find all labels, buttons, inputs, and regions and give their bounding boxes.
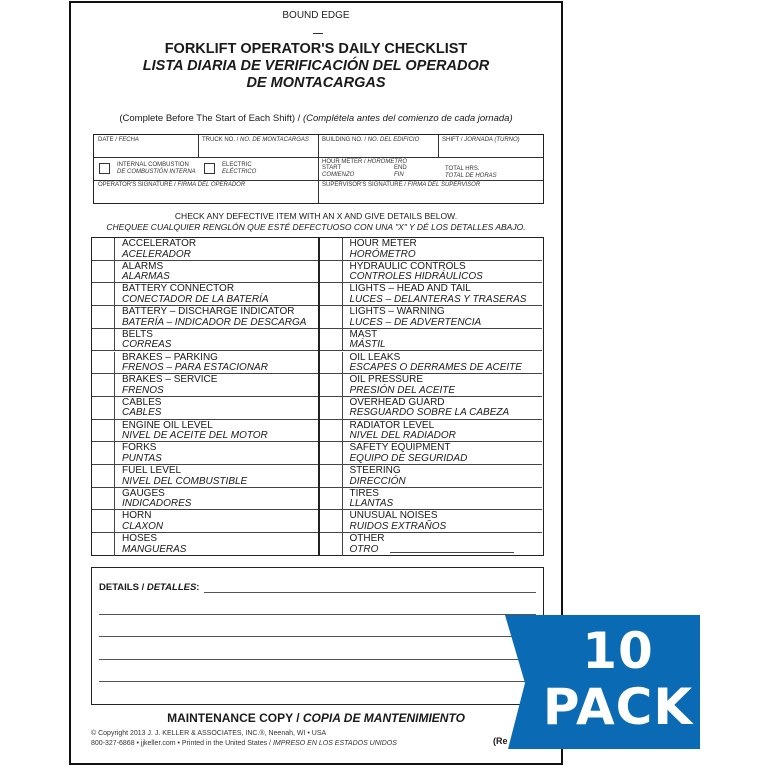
item-label-es: OTRO — [349, 543, 379, 555]
operator-sig-label: OPERATOR'S SIGNATURE / — [98, 182, 178, 188]
item-label-es: EQUIPO DE SEGURIDAD — [349, 452, 468, 464]
checklist-item[interactable] — [320, 329, 543, 352]
checklist-item[interactable] — [320, 374, 543, 397]
item-label-es: ACELERADOR — [122, 248, 191, 260]
copy-type-es: COPIA DE MANTENIMIENTO — [302, 711, 465, 725]
item-label-en: OVERHEAD GUARD — [349, 396, 445, 408]
item-label-en: MAST — [349, 328, 378, 340]
checklist-item-label — [350, 262, 483, 283]
hour-meter-label-es: HORÓMETRO — [367, 159, 408, 165]
defect-checkbox[interactable] — [92, 397, 115, 419]
defect-checkbox[interactable] — [320, 261, 343, 283]
checklist-item-label — [350, 307, 482, 328]
item-label-en: FORKS — [122, 442, 157, 454]
checklist-item-label — [122, 511, 163, 532]
item-label-en: OIL PRESSURE — [349, 374, 424, 386]
item-label-es: DIRECCIÓN — [349, 475, 406, 487]
instructions — [71, 211, 561, 233]
electric-label-en: ELECTRIC — [222, 162, 252, 168]
checklist-item[interactable] — [320, 397, 543, 420]
checklist-item[interactable] — [92, 397, 318, 420]
other-write-in-line[interactable] — [390, 552, 514, 553]
electric-label — [218, 160, 260, 178]
checklist-item-label — [122, 489, 191, 510]
internal-combustion-checkbox[interactable] — [99, 163, 110, 174]
end-label-en: END — [394, 165, 407, 171]
defect-checkbox[interactable] — [92, 261, 115, 283]
instructions-english: CHECK ANY DEFECTIVE ITEM WITH AN X AND GIVE DETAILS BELOW. — [174, 211, 458, 221]
item-label-es: INDICADORES — [122, 498, 192, 510]
item-label-es: CONTROLES HIDRÁULICOS — [349, 271, 483, 283]
defect-checkbox[interactable] — [320, 488, 343, 510]
building-number-field[interactable] — [318, 135, 438, 157]
printed-in-es: IMPRESO EN LOS ESTADOS UNIDOS — [272, 739, 397, 747]
copyright-notice — [91, 729, 397, 748]
defect-checkbox[interactable] — [92, 374, 115, 396]
checklist-item[interactable] — [92, 261, 318, 284]
defect-checkbox[interactable] — [92, 329, 115, 351]
details-line-1[interactable] — [204, 592, 536, 593]
electric-checkbox[interactable] — [204, 163, 215, 174]
subtitle-spanish: (Complételа antes del comienzo de cada jornada) — [302, 113, 513, 124]
electric-label-es: ELÉCTRICO — [222, 169, 257, 175]
checklist-item-label — [350, 398, 510, 419]
item-label-en: OIL LEAKS — [349, 351, 401, 363]
hour-meter-field[interactable] — [318, 157, 543, 180]
item-label-es: ESCAPES O DERRAMES DE ACEITE — [349, 362, 522, 373]
checklist-item[interactable] — [92, 533, 318, 556]
operator-sig-label-es: FIRMA DEL OPERADOR — [177, 182, 246, 188]
item-label-es: CORREAS — [122, 339, 172, 351]
item-label-es: LLANTAS — [349, 498, 394, 510]
item-label-en: BATTERY – DISCHARGE INDICATOR — [122, 306, 295, 318]
checklist-item-label — [350, 375, 456, 396]
checklist-item-label — [122, 534, 186, 555]
item-label-en: LIGHTS – WARNING — [349, 306, 445, 318]
checklist-item[interactable] — [92, 510, 318, 533]
defect-checkbox[interactable] — [320, 238, 343, 260]
item-label-en: GAUGES — [122, 487, 165, 499]
checklist-item[interactable] — [92, 442, 318, 465]
checklist-item-label — [350, 466, 406, 487]
copy-type-label — [71, 711, 561, 725]
defect-checkbox[interactable] — [92, 533, 115, 556]
checklist-item[interactable] — [320, 488, 543, 511]
item-label-es: NIVEL DEL COMBUSTIBLE — [122, 475, 248, 487]
checklist-item[interactable] — [92, 283, 318, 306]
checklist-item[interactable] — [320, 442, 543, 465]
internal-combustion-label — [113, 160, 200, 178]
defect-checkbox[interactable] — [320, 283, 343, 305]
item-label-es: CONECTADOR DE LA BATERÍA — [122, 293, 269, 305]
details-line-4[interactable] — [99, 659, 536, 660]
shift-label-es: JORNADA (TURNO) — [464, 137, 520, 143]
defect-checkbox[interactable] — [92, 442, 115, 464]
defect-checkbox[interactable] — [92, 238, 115, 260]
hour-meter-label: HOUR METER / — [322, 159, 368, 165]
checklist-item-label — [122, 239, 196, 260]
item-label-es: MÁSTIL — [349, 339, 386, 351]
item-label-es: ALARMAS — [122, 271, 170, 283]
item-label-es: FRENOS – PARA ESTACIONAR — [122, 362, 268, 373]
checklist-item-label — [122, 421, 268, 442]
contact-line: 800-327-6868 • jjkeller.com • Printed in the United States / — [91, 739, 273, 747]
item-label-es: FRENOS — [122, 384, 164, 396]
end-label-es: FIN — [394, 171, 404, 178]
item-label-es: LUCES – DE ADVERTENCIA — [349, 316, 482, 328]
checklist-item[interactable] — [320, 533, 543, 556]
checklist-item-label — [122, 353, 268, 374]
bound-edge-label: BOUND EDGE — [282, 10, 350, 21]
item-label-es: PUNTAS — [122, 452, 162, 464]
details-label-en: DETAILS / — [99, 582, 147, 593]
defect-checkbox[interactable] — [92, 283, 115, 305]
item-label-es: PRESIÓN DEL ACEITE — [349, 384, 456, 396]
item-label-en: CABLES — [122, 396, 162, 408]
defect-checkbox[interactable] — [92, 352, 115, 374]
bound-edge-mark — [313, 33, 323, 34]
item-label-en: HOSES — [122, 533, 158, 545]
item-label-es: MANGUERAS — [122, 543, 187, 555]
item-label-es: NIVEL DE ACEITE DEL MOTOR — [122, 430, 268, 442]
revision-label: (Re — [493, 736, 508, 746]
form-title — [71, 41, 561, 92]
checklist-item[interactable] — [320, 238, 543, 261]
item-label-es: NIVEL DEL RADIADOR — [349, 430, 456, 442]
ic-label-es: DE COMBUSTIÓN INTERNA — [117, 169, 196, 175]
subtitle-english: (Complete Before The Start of Each Shift) / — [119, 113, 303, 124]
details-line-3[interactable] — [99, 636, 536, 637]
checklist-item-label — [122, 307, 306, 328]
checklist-item[interactable] — [320, 283, 543, 306]
supervisor-sig-label-es: FIRMA DEL SUPERVISOR — [407, 182, 481, 188]
item-label-en: STEERING — [349, 465, 401, 476]
checklist-item-label — [122, 466, 247, 487]
banner-count: 10 — [582, 622, 654, 680]
defect-checkbox[interactable] — [320, 465, 343, 487]
item-label-en: HORN — [122, 510, 152, 522]
item-label-en: RADIATOR LEVEL — [349, 419, 435, 431]
checklist-item[interactable] — [92, 465, 318, 488]
shift-label: SHIFT / — [442, 137, 465, 143]
defect-checkbox[interactable] — [320, 510, 343, 532]
defect-checkbox[interactable] — [92, 488, 115, 510]
checklist-item[interactable] — [92, 329, 318, 352]
start-label-es: COMIENZO — [322, 171, 355, 178]
checklist-item-label — [350, 284, 527, 305]
checklist-item[interactable] — [92, 238, 318, 261]
defect-checkbox[interactable] — [92, 306, 115, 328]
info-grid — [93, 134, 544, 204]
defect-checkbox[interactable] — [320, 306, 343, 328]
checklist-item-label — [122, 375, 217, 396]
ten-pack-banner — [505, 615, 700, 749]
checklist-item[interactable] — [320, 510, 543, 533]
defect-checkbox[interactable] — [92, 510, 115, 532]
item-label-es: CABLES — [122, 407, 162, 419]
checklist-item-label — [122, 262, 170, 283]
date-field[interactable] — [94, 135, 198, 157]
checklist-item-label — [350, 421, 456, 442]
item-label-es: RUIDOS EXTRAÑOS — [349, 520, 447, 532]
checklist-item[interactable] — [92, 420, 318, 443]
banner-text — [533, 623, 703, 735]
checklist-item[interactable] — [92, 352, 318, 375]
item-label-en: TIRES — [349, 487, 379, 499]
date-label-es: FECHA — [118, 137, 139, 143]
item-label-en: LIGHTS – HEAD AND TAIL — [349, 283, 471, 295]
checklist-item-label — [350, 511, 447, 532]
defect-checkbox[interactable] — [320, 533, 343, 556]
start-label-en: START — [322, 165, 342, 171]
details-box — [91, 567, 544, 705]
building-label-es: NO. DEL EDIFICIO — [367, 137, 420, 143]
defect-checkbox[interactable] — [92, 465, 115, 487]
checklist-item[interactable] — [320, 420, 543, 443]
date-label: DATE / — [98, 137, 119, 143]
item-label-es: HORÓMETRO — [349, 248, 416, 260]
checklist-item-label — [350, 239, 417, 260]
defect-checkbox[interactable] — [320, 352, 343, 374]
checklist-item[interactable] — [320, 261, 543, 284]
banner-pack: PACK — [542, 678, 694, 736]
checklist-item-label — [122, 398, 161, 419]
operator-signature-field[interactable] — [94, 180, 318, 203]
details-line-5[interactable] — [99, 681, 536, 682]
checklist-item-label — [122, 443, 162, 464]
defect-checkbox[interactable] — [92, 420, 115, 442]
details-line-2[interactable] — [99, 614, 536, 615]
supervisor-signature-field[interactable] — [318, 180, 543, 203]
item-label-en: HOUR METER — [349, 238, 417, 249]
details-colon: : — [196, 582, 200, 593]
item-label-es: LUCES – DELANTERAS Y TRASERAS — [349, 293, 527, 305]
checklist-item[interactable] — [92, 374, 318, 397]
item-label-en: BRAKES – SERVICE — [122, 374, 218, 386]
checklist-item-label — [122, 330, 171, 351]
checklist-item-label — [350, 330, 386, 351]
checklist-item[interactable] — [92, 306, 318, 329]
item-label-en: OTHER — [349, 533, 385, 545]
checklist-item-label — [122, 284, 269, 305]
supervisor-sig-label: SUPERVISOR'S SIGNATURE / — [322, 182, 408, 188]
total-label-en: TOTAL HRS. — [445, 166, 480, 172]
item-label-es: RESGUARDO SOBRE LA CABEZA — [349, 407, 510, 419]
title-english: FORKLIFT OPERATOR'S DAILY CHECKLIST — [164, 41, 468, 57]
start-label — [322, 165, 354, 178]
checklist-item-label — [350, 353, 522, 374]
form-subtitle — [71, 113, 561, 124]
total-hours-label — [445, 166, 497, 179]
title-spanish-line2: DE MONTACARGAS — [246, 75, 386, 91]
details-label — [99, 582, 199, 593]
item-label-es: CLAXON — [122, 520, 164, 532]
item-label-es: BATERÍA – INDICADOR DE DESCARGA — [122, 316, 307, 328]
checklist-item[interactable] — [320, 306, 543, 329]
item-label-en: FUEL LEVEL — [122, 465, 182, 476]
building-label: BUILDING NO. / — [322, 137, 368, 143]
item-label-en: HYDRAULIC CONTROLS — [349, 260, 466, 272]
truck-label-es: NO. DE MONTACARGAS — [240, 137, 309, 143]
checklist-form-page — [69, 1, 563, 765]
truck-label: TRUCK NO. / — [202, 137, 241, 143]
title-spanish-line1: LISTA DIARIA DE VERIFICACIÓN DEL OPERADOR — [142, 58, 490, 74]
defect-checkbox[interactable] — [320, 374, 343, 396]
checklist-item[interactable] — [320, 465, 543, 488]
checklist-item[interactable] — [92, 488, 318, 511]
copyright-line: © Copyright 2013 J. J. KELLER & ASSOCIATES, INC.®, Neenah, WI • USA — [91, 730, 327, 737]
item-label-en: BATTERY CONNECTOR — [122, 283, 235, 295]
checklist-item[interactable] — [320, 352, 543, 375]
item-label-en: ALARMS — [122, 260, 164, 272]
end-label — [394, 165, 407, 178]
item-label-en: ACCELERATOR — [122, 238, 197, 249]
item-label-en: ENGINE OIL LEVEL — [122, 419, 213, 431]
defect-checkbox[interactable] — [320, 420, 343, 442]
checklist-item-label — [350, 443, 468, 464]
defect-checkbox[interactable] — [320, 442, 343, 464]
checklist-item-label — [350, 534, 385, 555]
details-label-es: DETALLES — [146, 582, 197, 593]
shift-field[interactable] — [438, 135, 543, 157]
checklist-item-label — [350, 489, 394, 510]
defect-checkbox[interactable] — [320, 329, 343, 351]
defect-checkbox[interactable] — [320, 397, 343, 419]
copy-type-en: MAINTENANCE COPY / — [167, 711, 303, 725]
total-label-es: TOTAL DE HORAS — [445, 172, 497, 179]
item-label-en: BRAKES – PARKING — [122, 351, 218, 363]
item-label-en: SAFETY EQUIPMENT — [349, 442, 451, 454]
item-label-en: BELTS — [122, 328, 153, 340]
instructions-spanish: CHEQUEE CUALQUIER RENGLÓN QUE ESTÉ DEFECTUOSO CON UNA "X" Y DÉ LOS DETALLES ABAJO. — [106, 222, 526, 232]
item-label-en: UNUSUAL NOISES — [349, 510, 438, 522]
checklist-table — [91, 237, 544, 556]
ic-label-en: INTERNAL COMBUSTION — [117, 162, 189, 168]
truck-number-field[interactable] — [198, 135, 318, 157]
